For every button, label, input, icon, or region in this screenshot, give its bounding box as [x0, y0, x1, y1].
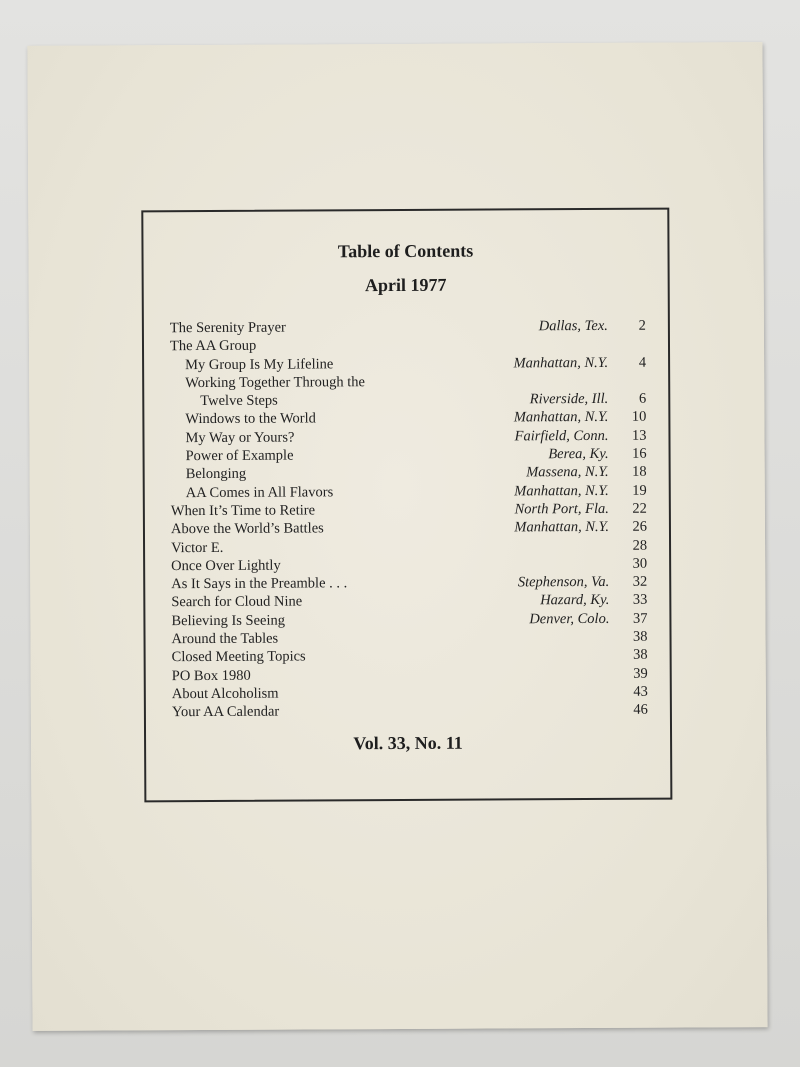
entry-title: PO Box 1980 [171, 667, 251, 684]
entry-page: 2 [638, 317, 646, 334]
entry-title: Around the Tables [171, 630, 279, 648]
entry-title: When It’s Time to Retire [170, 502, 316, 520]
volume-number: Vol. 33, No. 11 [353, 732, 463, 754]
toc-entry [171, 501, 647, 522]
entry-title: Closed Meeting Topics [171, 648, 306, 666]
toc-entry [171, 464, 647, 485]
entry-title: Your AA Calendar [171, 703, 280, 721]
entry-location: Dallas, Tex. [538, 317, 608, 335]
entry-page: 37 [632, 610, 648, 627]
issue-date: April 1977 [364, 274, 447, 296]
entry-location: Manhattan, N.Y. [514, 482, 609, 500]
entry-title: Above the World’s Battles [170, 520, 324, 538]
toc-entry [170, 427, 646, 448]
entry-page: 39 [633, 665, 648, 682]
entry-title: Twelve Steps [200, 392, 278, 410]
toc-entry [170, 391, 646, 412]
toc-entry [170, 318, 646, 339]
entry-page: 10 [631, 409, 647, 426]
entry-page: 6 [638, 390, 647, 407]
entry-title: As It Says in the Preamble . . . [171, 575, 348, 593]
entry-title: My Way or Yours? [185, 429, 295, 446]
contents-frame [141, 208, 672, 803]
toc-entry [171, 482, 647, 503]
entry-page: 46 [633, 701, 648, 719]
entry-location: Manhattan, N.Y. [513, 354, 609, 371]
entry-location: Manhattan, N.Y. [513, 409, 609, 426]
entry-title: About Alcoholism [171, 685, 279, 703]
toc-entry [170, 409, 646, 430]
toc-entry [170, 336, 646, 357]
entry-page: 38 [632, 628, 648, 645]
entry-page: 32 [632, 573, 648, 590]
entry-title: AA Comes in All Flavors [185, 484, 334, 501]
entry-location: Denver, Colo. [529, 610, 610, 628]
entry-title: Power of Example [185, 447, 294, 465]
entry-page: 22 [632, 500, 647, 517]
entry-page: 30 [632, 555, 648, 572]
toc-entry [171, 446, 647, 467]
entry-page: 4 [638, 354, 647, 371]
entry-page: 26 [632, 518, 647, 536]
entry-page: 33 [632, 592, 648, 609]
entry-location: Fairfield, Conn. [514, 427, 609, 445]
entry-page: 43 [633, 683, 648, 700]
entry-page: 16 [632, 445, 647, 462]
entry-title: Search for Cloud Nine [171, 593, 303, 611]
entry-page: 18 [632, 464, 647, 481]
contents-list [170, 318, 648, 723]
booklet-page [27, 42, 767, 1031]
entry-location: Berea, Ky. [548, 445, 609, 463]
entry-location: Stephenson, Va. [517, 574, 610, 591]
entry-title: Windows to the World [185, 410, 316, 428]
entry-title: Believing Is Seeing [171, 612, 286, 629]
entry-location: North Port, Fla. [514, 500, 609, 518]
entry-page: 28 [632, 537, 648, 554]
entry-page: 13 [631, 427, 647, 444]
toc-entry [170, 373, 646, 394]
entry-title: The Serenity Prayer [169, 319, 286, 337]
entry-location: Massena, N.Y. [526, 464, 609, 481]
toc-entry [170, 354, 646, 375]
toc-entry [172, 702, 648, 723]
entry-location: Riverside, Ill. [529, 391, 609, 408]
entry-title: The AA Group [169, 338, 257, 355]
entry-title: Working Together Through the [185, 374, 365, 392]
entry-page: 19 [632, 482, 647, 499]
page-title: Table of Contents [337, 240, 474, 262]
entry-title: Once Over Lightly [171, 557, 281, 575]
entry-title: Belonging [185, 466, 247, 483]
entry-location: Hazard, Ky. [540, 592, 610, 609]
entry-title: My Group Is My Lifeline [185, 355, 334, 373]
entry-page: 38 [633, 647, 648, 664]
entry-location: Manhattan, N.Y. [514, 519, 609, 536]
entry-title: Victor E. [171, 539, 224, 556]
